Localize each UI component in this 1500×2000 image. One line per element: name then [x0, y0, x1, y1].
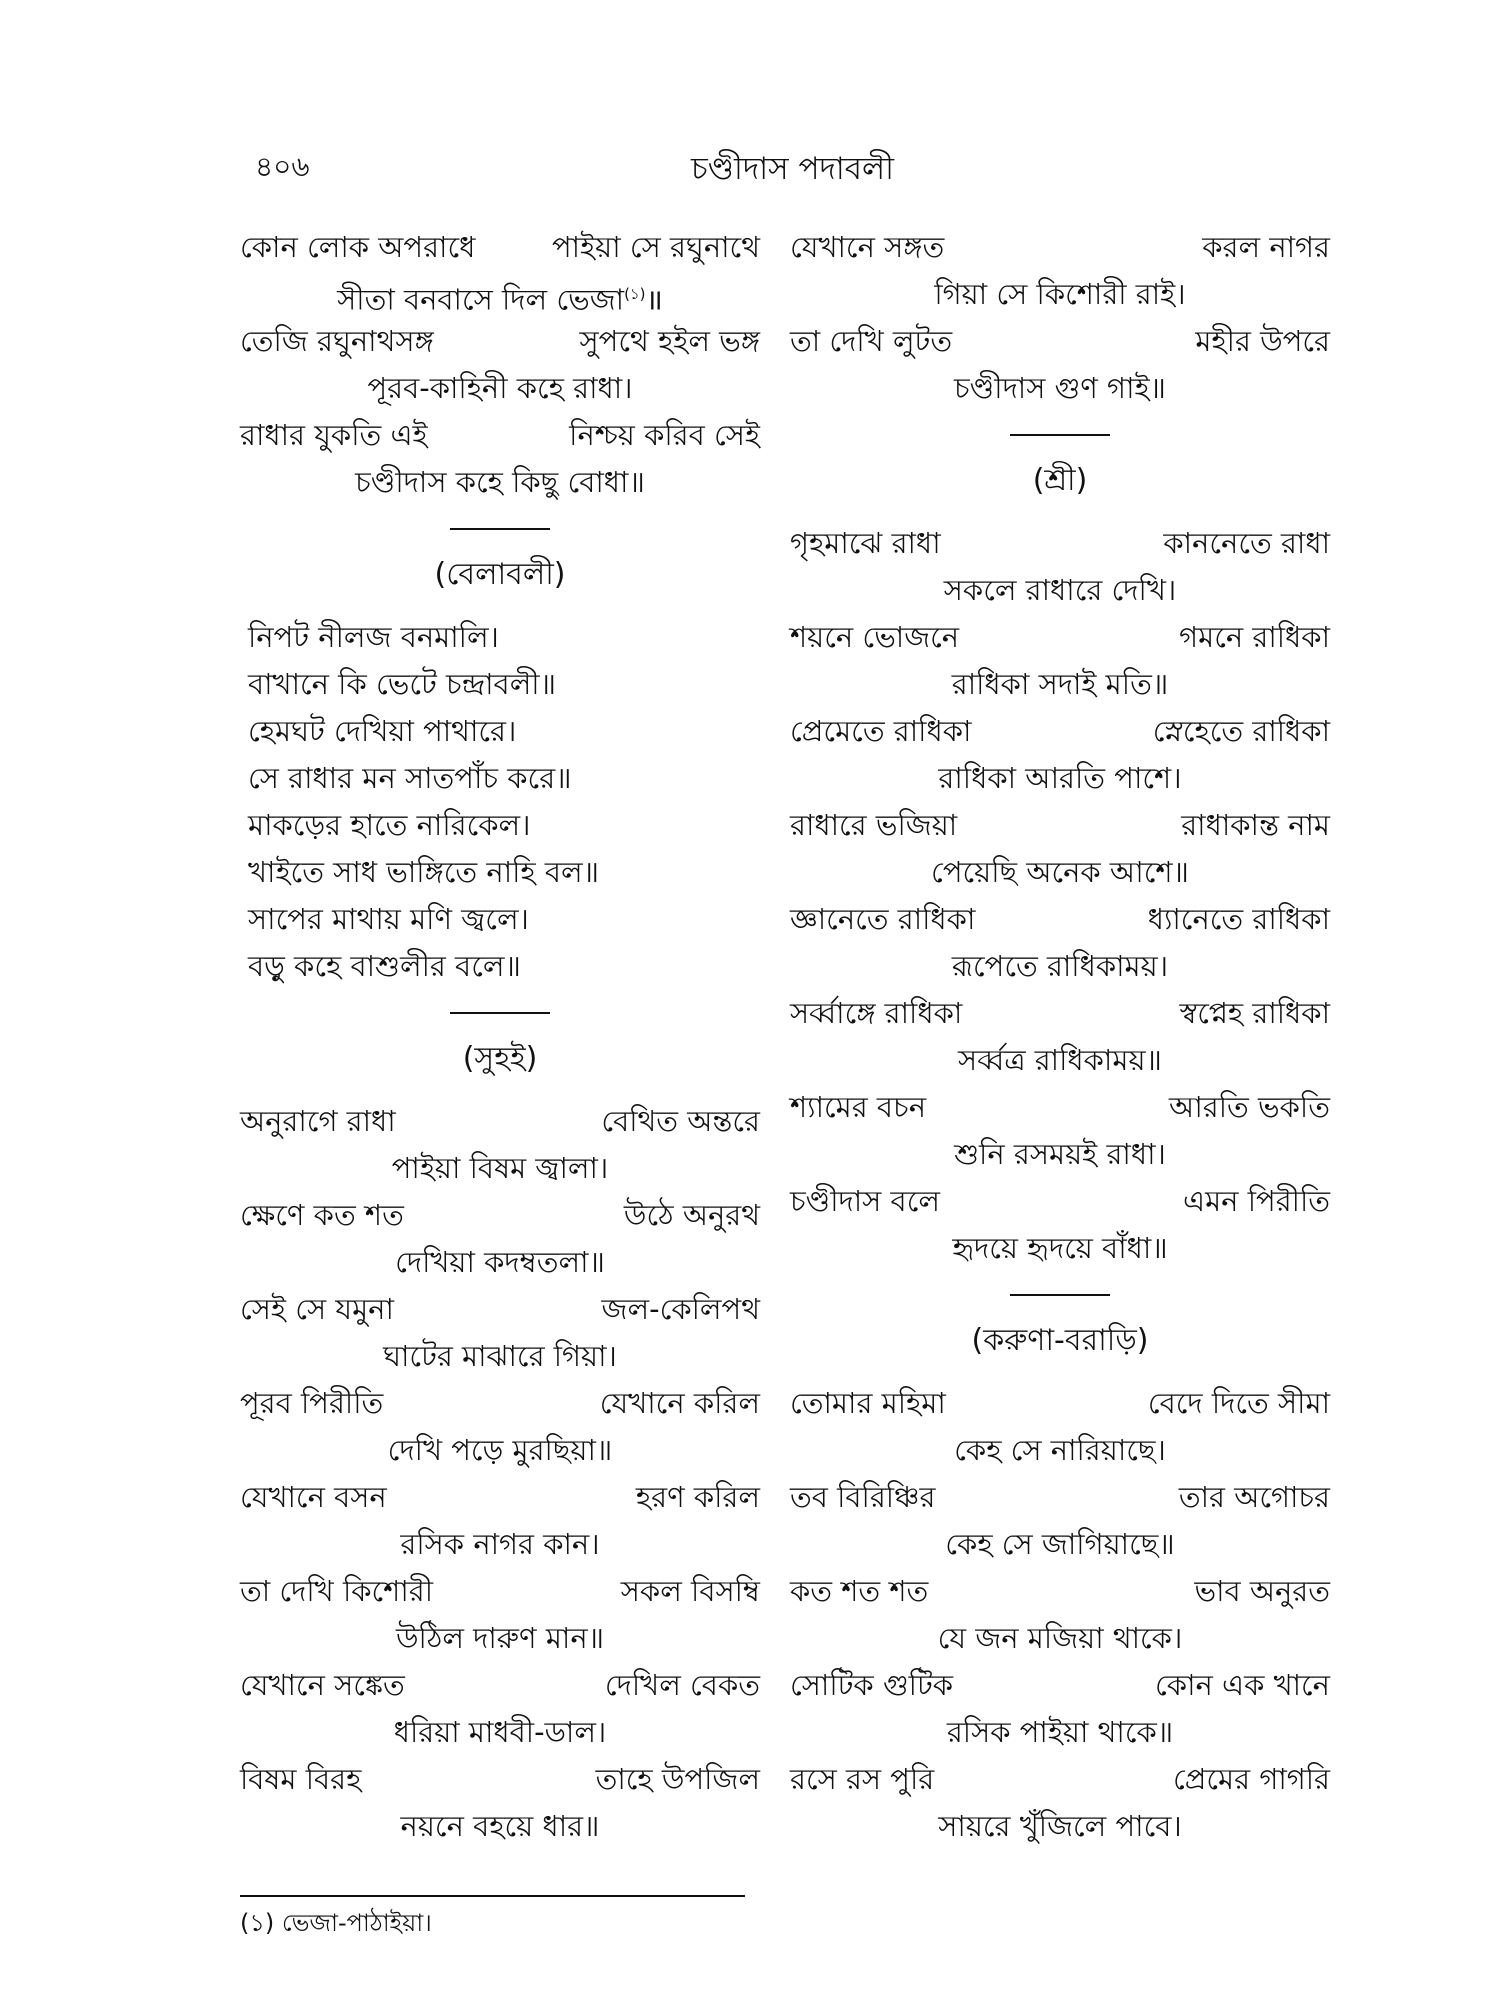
verse-line: হৃদয়ে হৃদয়ে বাঁধা॥: [952, 1231, 1168, 1265]
verse-line: রূপেতে রাধিকাময়।: [951, 949, 1169, 983]
verse-couplet: [790, 708, 1330, 802]
verse-line: রসিক পাইয়া থাকে॥: [946, 1715, 1174, 1749]
verse-line: কোন এক খানে: [1155, 1668, 1330, 1702]
verse-line: চণ্ডীদাস বলে: [790, 1184, 940, 1218]
verse-couplet: [240, 1662, 760, 1756]
verse-line: রাধারে ভজিয়া: [790, 808, 958, 842]
verse-line: রাধার যুকতি এই: [240, 418, 428, 452]
raga-heading: (সুহই): [462, 1041, 538, 1076]
verse-line: শুনি রসময়ই রাধা।: [954, 1137, 1166, 1171]
verse-couplet: [790, 990, 1330, 1084]
verse-line: ধ্যানেতে রাধিকা: [1147, 902, 1330, 936]
verse-line: হেমঘট দেখিয়া পাথারে।: [248, 714, 517, 748]
verse-line: কাননেতে রাধা: [1163, 526, 1330, 560]
verse-line: মাকড়ের হাতে নারিকেল।: [248, 808, 531, 842]
verse-couplet: [790, 1084, 1330, 1178]
right-column: [790, 224, 1330, 1850]
verse-line: নিশ্চয় করিব সেই: [569, 418, 760, 452]
verse-line: এমন পিরীতি: [1183, 1184, 1330, 1218]
verse-couplet: [790, 1178, 1330, 1272]
verse-couplet: [240, 1380, 760, 1474]
verse-line: চণ্ডীদাস কহে কিছু বোধা॥: [355, 465, 645, 499]
verse-line: পাইয়া বিষম জ্বালা।: [391, 1151, 609, 1185]
verse-line: স্নেহেতে রাধিকা: [1152, 714, 1330, 748]
verse-line: সাপের মাথায় মণি জ্বলে।: [248, 902, 529, 936]
raga-heading: (শ্রী): [1032, 463, 1088, 498]
verse-couplet: [240, 412, 760, 506]
verse-couplet: [790, 614, 1330, 708]
verse-couplet: [790, 1474, 1330, 1568]
verse-couplet: [790, 896, 1330, 990]
verse-couplet: [240, 1192, 760, 1286]
verse-line: সীতা বনবাসে দিল ভেজা: [337, 282, 625, 317]
verse-line: শয়নে ভোজনে: [790, 620, 960, 654]
verse-couplet: [240, 1286, 760, 1380]
section-divider: [450, 528, 550, 530]
verse-line: বড়ু কহে বাশুলীর বলে॥: [248, 949, 521, 983]
verse-line: পূরব পিরীতি: [240, 1386, 384, 1420]
footnote-marker: (১): [624, 285, 646, 303]
verse-line: দেখি পড়ে মুরছিয়া॥: [387, 1433, 613, 1467]
verse-line: যে জন মজিয়া থাকে।: [937, 1621, 1183, 1655]
verse-line: সুপথে হইল ভঙ্গ: [579, 324, 760, 358]
verse-line: কেহ সে নারিয়াছে।: [954, 1433, 1166, 1467]
verse-line: সায়রে খুঁজিলে পাবে।: [938, 1809, 1182, 1843]
verse-line: রসিক নাগর কান।: [400, 1527, 600, 1561]
verse-line: উঠে অনুরথ: [623, 1198, 760, 1232]
verse-line: তেজি রঘুনাথসঙ্গ: [240, 324, 434, 358]
verse-line: ঘাটের মাঝারে গিয়া।: [383, 1339, 617, 1373]
section-divider: [1010, 434, 1110, 436]
verse-line: বেথিত অন্তরে: [601, 1104, 760, 1138]
verse-line: শ্যামের বচন: [790, 1090, 927, 1124]
verse-couplet: [790, 802, 1330, 896]
verse-line: তব বিরিঞ্চির: [790, 1480, 936, 1514]
verse-line: বাখানে কি ভেটে চন্দ্রাবলী॥: [248, 667, 557, 701]
verse-line: গৃহমাঝে রাধা: [790, 526, 941, 560]
verse-line: ধরিয়া মাধবী-ডাল।: [393, 1715, 607, 1749]
verse-line: নিপট নীলজ বনমালি।: [248, 620, 499, 654]
verse-line: সকল বিসম্বি: [620, 1574, 760, 1608]
verse-line: রাধাকান্ত নাম: [1181, 808, 1330, 842]
section-divider: [1010, 1294, 1110, 1296]
verse-line: দেখিল বেকত: [604, 1668, 760, 1702]
verse-end-mark: ॥: [645, 282, 663, 317]
verse-line: দেখিয়া কদম্বতলা॥: [395, 1245, 605, 1279]
verse-line: উঠিল দারুণ মান॥: [395, 1621, 605, 1655]
verse-line: তাহে উপজিল: [595, 1762, 760, 1796]
verse-line: গমনে রাধিকা: [1179, 620, 1330, 654]
verse-line: অনুরাগে রাধা: [240, 1104, 396, 1138]
verse-couplet: [240, 1756, 760, 1850]
verse-line: আরতি ভকতি: [1168, 1090, 1330, 1124]
verse-line: যেখানে সঙ্কেত: [240, 1668, 405, 1702]
verse-couplet: [240, 1474, 760, 1568]
verse-couplet: [790, 1380, 1330, 1474]
verse-line: প্রেমের গাগরি: [1172, 1762, 1330, 1796]
verse-line: করল নাগর: [1202, 230, 1330, 264]
footnote-divider: [240, 1895, 745, 1897]
raga-heading: (বেলাবলী): [434, 557, 566, 592]
verse-line: খাইতে সাধ ভাঙ্গিতে নাহি বল॥: [248, 855, 600, 889]
verse-line: সর্ব্বাঙ্গে রাধিকা: [790, 996, 963, 1030]
verse-line: পেয়েছি অনেক আশে॥: [931, 855, 1189, 889]
verse-line: কোন লোক অপরাধে: [240, 230, 476, 264]
verse-line: কত শত শত: [790, 1574, 929, 1608]
verse-couplet: [240, 1098, 760, 1192]
footnote: (১) ভেজা-পাঠাইয়া।: [240, 1909, 432, 1937]
verse-line: মহীর উপরে: [1195, 324, 1330, 358]
verse-line: জ্ঞানেতে রাধিকা: [790, 902, 976, 936]
verse-line: তার অগোচর: [1178, 1480, 1330, 1514]
verse-line: বিষম বিরহ: [240, 1762, 362, 1796]
verse-line: রসে রস পুরি: [790, 1762, 935, 1796]
verse-line: ক্ষেণে কত শত: [240, 1198, 404, 1232]
verse-line: কেহ সে জাগিয়াছে॥: [945, 1527, 1175, 1561]
left-column: [240, 224, 760, 1850]
page-header: [255, 145, 1330, 195]
verse-line: সে রাধার মন সাতপাঁচ করে॥: [248, 761, 572, 795]
raga-heading: (করুণা-বরাড়ি): [971, 1323, 1149, 1358]
verse-couplet: [790, 1756, 1330, 1850]
page-number: ৪০৬: [255, 150, 310, 183]
verse-couplet: [790, 520, 1330, 614]
verse-line: রাধিকা সদাই মতি॥: [951, 667, 1169, 701]
verse-line: যেখানে সঙ্গত: [790, 230, 945, 264]
verse-line: সোটিক গুটিক: [790, 1668, 954, 1702]
verse-line: যেখানে করিল: [599, 1386, 760, 1420]
verse-line: যেখানে বসন: [240, 1480, 387, 1514]
verse-line: সেই সে যমুনা: [240, 1292, 394, 1326]
verse-couplet: [240, 224, 760, 318]
verse-couplet: [240, 318, 760, 412]
verse-line: রাধিকা আরতি পাশে।: [938, 761, 1182, 795]
verse-line: তা দেখি লুটত: [790, 324, 953, 358]
verse-line: চণ্ডীদাস গুণ গাই॥: [954, 371, 1166, 405]
verse-line: তোমার মহিমা: [790, 1386, 946, 1420]
verse-couplet: [790, 318, 1330, 412]
verse-line: স্বপ্নেহ রাধিকা: [1179, 996, 1330, 1030]
verse-couplet: [790, 224, 1330, 318]
verse-line: নয়নে বহয়ে ধার॥: [400, 1809, 600, 1843]
verse-couplet: [790, 1568, 1330, 1662]
verse-line: জল-কেলিপথ: [601, 1292, 760, 1326]
verse-line: হরণ করিল: [635, 1480, 760, 1514]
section-divider: [450, 1012, 550, 1014]
verse-line: প্রেমেতে রাধিকা: [790, 714, 972, 748]
verse-line: পাইয়া সে রঘুনাথে: [551, 230, 760, 264]
verse-couplet: [790, 1662, 1330, 1756]
verse-couplet: [240, 1568, 760, 1662]
verse-line: সর্ব্বত্র রাধিকাময়॥: [958, 1043, 1162, 1077]
verse-line: ভাব অনুরত: [1194, 1574, 1330, 1608]
running-title: চণ্ডীদাস পদাবলী: [690, 151, 895, 187]
verse-line: পূরব-কাহিনী কহে রাধা।: [367, 371, 633, 405]
verse-line: সকলে রাধারে দেখি।: [943, 573, 1177, 607]
verse-line: বেদে দিতে সীমা: [1147, 1386, 1330, 1420]
verse-line: তা দেখি কিশোরী: [240, 1574, 434, 1608]
verse-line: গিয়া সে কিশোরী রাই।: [934, 277, 1186, 311]
